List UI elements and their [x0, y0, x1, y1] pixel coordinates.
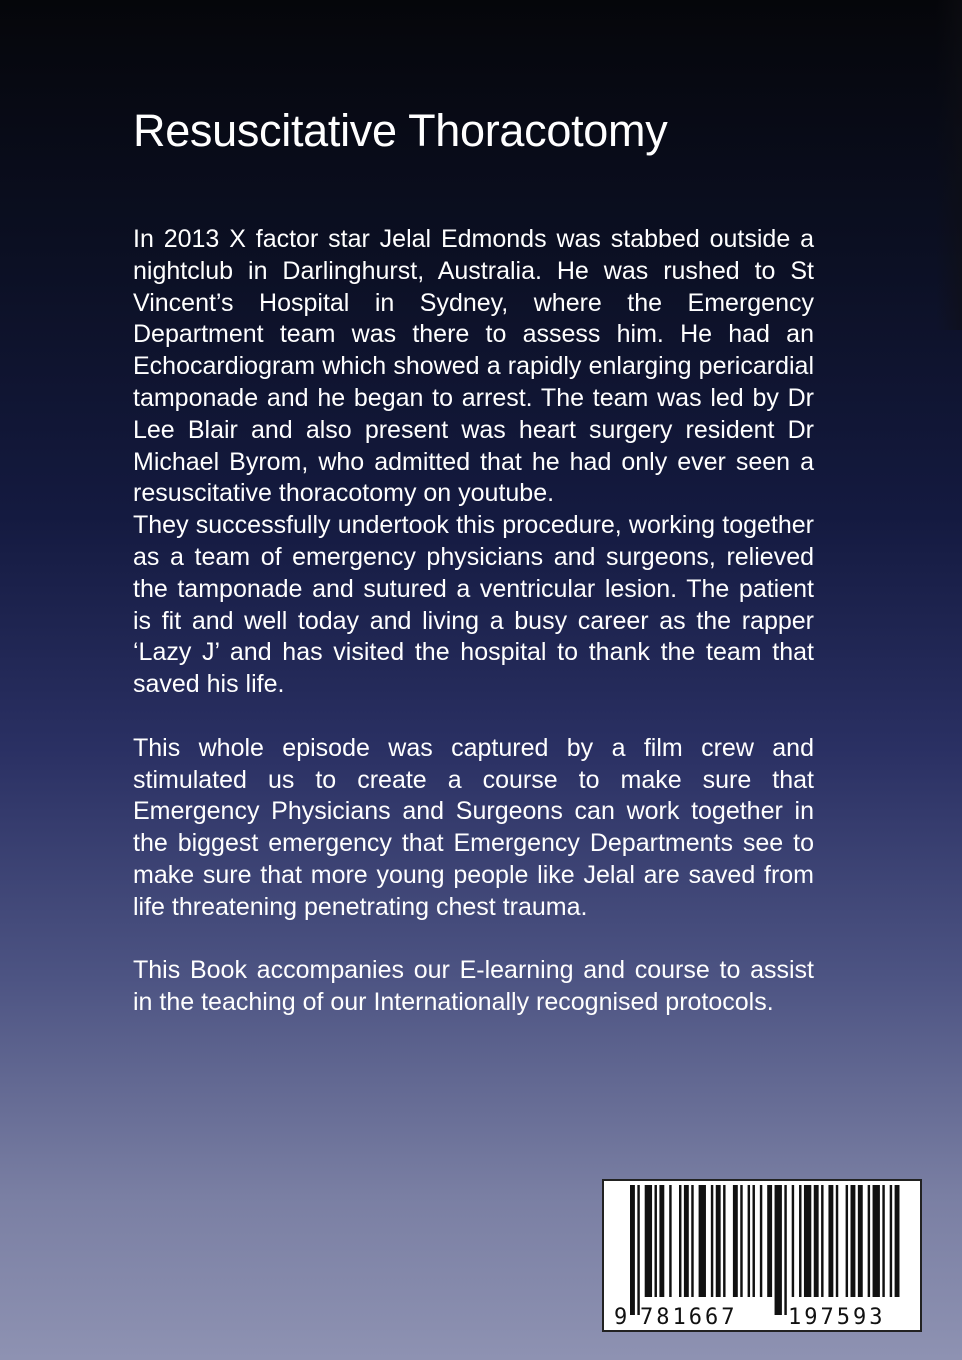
barcode-bar	[655, 1185, 657, 1297]
right-edge-shadow	[936, 0, 962, 330]
barcode-bar	[716, 1185, 721, 1297]
barcode-digit-first: 9	[614, 1305, 628, 1330]
barcode-bar	[784, 1185, 786, 1315]
barcode-bar	[836, 1185, 838, 1297]
barcode-bar	[858, 1185, 863, 1297]
blurb-paragraph-4: This Book accompanies our E-learning and course to assist in the teaching of our Internationally recognised protocols.	[133, 956, 814, 1017]
barcode-bar	[804, 1185, 811, 1297]
barcode-bar	[821, 1185, 823, 1297]
barcode-bar	[659, 1185, 664, 1297]
barcode-bar	[630, 1185, 635, 1315]
barcode-bar	[868, 1185, 870, 1297]
blurb-text	[133, 224, 814, 1019]
barcode-bar	[873, 1185, 880, 1297]
barcode-bar	[669, 1185, 671, 1297]
blurb-paragraph-3: This whole episode was captured by a film crew and stimulated us to create a course to make sure that Emergency Physicians and Surgeons can work together in the biggest emergency that Emergency Departments see to make sure that more young people like Jelal are saved from life threatening penetrating chest trauma.	[133, 733, 814, 921]
barcode-bar	[699, 1185, 706, 1297]
barcode-graphic	[604, 1181, 920, 1330]
barcode-bar	[890, 1185, 892, 1297]
barcode-bar	[895, 1185, 900, 1297]
barcode-bar	[679, 1185, 681, 1297]
barcode-bar	[637, 1185, 639, 1315]
barcode-digits-right: 197593	[788, 1305, 886, 1330]
barcode-bar	[775, 1185, 782, 1315]
barcode-bars	[630, 1185, 900, 1315]
book-title: Resuscitative Thoracotomy	[133, 105, 668, 156]
barcode-bar	[760, 1185, 762, 1297]
blurb-paragraph-1: In 2013 X factor star Jelal Edmonds was stabbed outside a nightclub in Darlinghurst, Australia. He was rushed to St Vincent’s Hospital in Sydney, where the Emergency Department team was there to assess him. He had an Echocardiogram which showed a rapidly enlarging pericardial tamponade and he began to arrest. The team was led by Dr Lee Blair and also present was heart surgery resident Dr Michael Byrom, who admitted that he had only ever seen a resuscitative thoracotomy on youtube.	[133, 225, 814, 508]
barcode-digits-left: 781667	[640, 1305, 738, 1330]
barcode-bar	[733, 1185, 738, 1297]
barcode-bar	[767, 1185, 772, 1297]
barcode-bar	[882, 1185, 884, 1297]
barcode-bar	[753, 1185, 755, 1297]
barcode-bar	[691, 1185, 693, 1297]
barcode-bar	[748, 1185, 750, 1297]
isbn-barcode	[602, 1179, 922, 1332]
barcode-bar	[711, 1185, 713, 1297]
barcode-bar	[799, 1185, 801, 1297]
barcode-bar	[851, 1185, 856, 1297]
barcode-bar	[740, 1185, 742, 1297]
blurb-paragraph-2: They successfully undertook this procedure, working together as a team of emergency physicians and surgeons, relieved the tamponade and sutured a ventricular lesion. The patient is fit and well today and living a busy career as the rapper ‘Lazy J’ and has visited the hospital to thank the team that saved his life.	[133, 511, 814, 699]
barcode-bar	[814, 1185, 819, 1297]
barcode-bar	[645, 1185, 652, 1297]
barcode-bar	[684, 1185, 689, 1297]
barcode-bar	[723, 1185, 725, 1297]
barcode-bar	[846, 1185, 848, 1297]
barcode-bar	[792, 1185, 794, 1297]
barcode-bar	[828, 1185, 833, 1297]
